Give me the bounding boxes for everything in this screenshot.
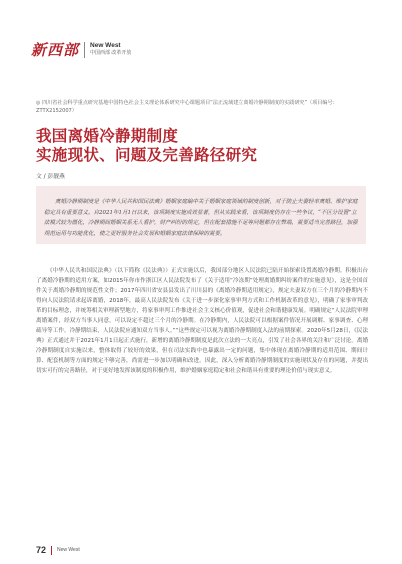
article-body: 《中华人民共和国民法典》（以下简称《民法典》）正式实施以后，我国部分地区人民法院已陆开始探索设置离婚冷静期。积极出台了离婚冷静期的适用方案，如2015年你市作浙江区人民法院发布了《关于适用“冷冻期”处理离婚期纠纷案件的实施意见》，这是全国首件关于离婚冷静期的规范性文件；2017年四川省安县县发出了川川县的《离婚冷静期适用规定》，规定夫妻双方在三个月的冷静期内不得向人民法院请求起诉离婚，2018年，最高人民法院发布《关于进一步深化家事审判方式和工作机制改革的意见》，明确了家事审判改革的目标理念，并统筹相关审理新型地方，将家事审判工作推进社会主义核心价值观，促进社会和谐健康发展。明确规定“人民法院审理离婚案件，经双方当事人同意，可以设定不超过三个月的冷静期。在冷静期内，人民法院可以根据案件情况开展调解、家事调查、心理疏导等工作。冷静期结束，人民法院应通知双方当事人。”“这些规定可以视为离婚冷静期制度入法的前期探索。2020年5月28日，《民法典》正式通过并于2021年1月1日起正式施行，新增的离婚冷静期制度是此次立法的一大亮点，引发了社会各界的关注和广泛讨论。离婚冷静期制度自实施以来，整体取得了较好的效果，但在司法实践中也暴露出一定的问题，集中体现在离婚冷静期的适用范围、期间计算、配套机制等方面的规定不够完善，尚需进一步加以明确和改进。因此，深入分析离婚冷静期制度的实施现状及存在的问题，并提出切实可行的完善路径，对于更好地发挥该制度的积极作用，维护婚姻家庭稳定和社会和谐具有重要的理论价值与现实意义。: [36, 268, 368, 374]
logo-english-title: New West: [90, 42, 121, 49]
page-number: 72: [36, 545, 47, 555]
funding-text: 四川省社会科学重点研究基地中国特色社会主义理论体系研究中心课题项目“法正流域建立离婚冷静期制度的实践研究”（项目编号：ZTTX2152007）: [36, 100, 338, 114]
page-footer: [36, 545, 80, 555]
footer-journal-name: New West: [57, 547, 80, 553]
logo-divider: [84, 42, 85, 58]
author-byline: 文 / 彭靓燕: [36, 174, 65, 180]
article-title-line1: 我国离婚冷静期制度: [36, 126, 179, 145]
article-title-line2: 实施现状、问题及完善路径研究: [36, 145, 258, 164]
logo-english: [90, 42, 131, 57]
abstract-text: 离婚冷静期制度是《中华人民共和国民法典》婚姻家庭编中关于婚姻家庭领域的制度创新，对于防止夫妻轻率离婚、维护家庭稳定具有重要意义。自2021年1月1日以来，该项制度实施成效显著，但从实践来看，该项制度仍存在一些争议，“不区分设置”立法模式较为僵化，冷静期间婚姻关系无人看护，财产纠纷的规定，但在配套措施不足等问题都存在弊端，需要适当完善路径，加强规范运用与功能优化，使之更好服务社会发展和婚姻家庭法律保障的需要。: [44, 199, 358, 237]
funding-note: [36, 100, 376, 115]
footer-divider: [51, 546, 52, 555]
logo-english-subtitle: 中国西部 改革开放: [90, 50, 132, 56]
journal-logo: 新西部: [31, 41, 80, 59]
funding-marker: ◎: [36, 100, 41, 106]
masthead: [31, 37, 131, 59]
abstract-box: [36, 186, 366, 244]
